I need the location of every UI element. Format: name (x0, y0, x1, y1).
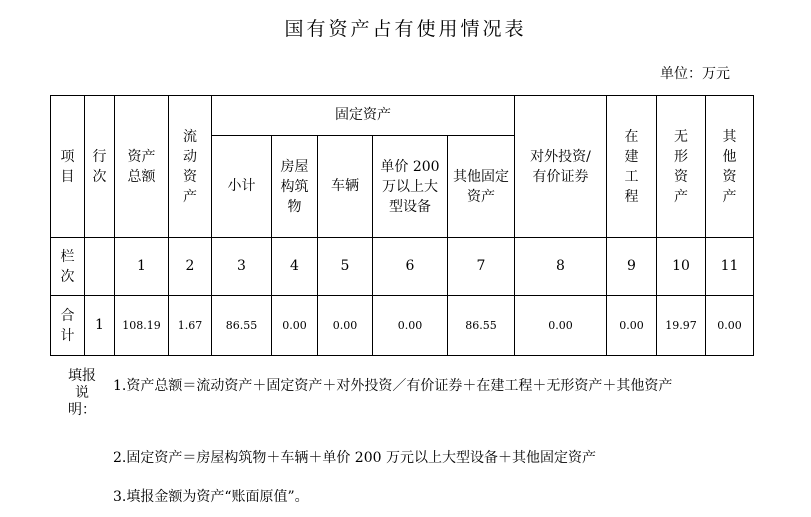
note-item: 3.填报金额为资产“账面原值”。 (113, 489, 309, 505)
header-item: 项目 (51, 96, 85, 238)
note-item: 2.固定资产＝房屋构筑物＋车辆＋单价 200 万元以上大型设备＋其他固定资产 (113, 450, 596, 466)
total-cell: 0.00 (706, 296, 754, 356)
total-cell: 0.00 (607, 296, 657, 356)
header-total-assets: 资产总额 (115, 96, 169, 238)
header-investments: 对外投资/有价证券 (515, 96, 607, 238)
total-cell: 86.55 (448, 296, 515, 356)
column-number: 3 (212, 238, 272, 296)
asset-table (50, 95, 754, 356)
page-title: 国有资产占有使用情况表 (284, 18, 527, 40)
total-cell: 0.00 (272, 296, 318, 356)
total-cell: 108.19 (115, 296, 169, 356)
header-large-equipment: 单价 200 万以上大型设备 (373, 136, 448, 238)
column-number: 11 (706, 238, 754, 296)
total-row-no: 1 (85, 296, 115, 356)
total-cell: 0.00 (373, 296, 448, 356)
unit-label: 单位：万元 (660, 66, 730, 82)
column-number: 8 (515, 238, 607, 296)
column-number: 5 (318, 238, 373, 296)
header-vehicles: 车辆 (318, 136, 373, 238)
header-other-fixed: 其他固定资产 (448, 136, 515, 238)
header-fixed-assets: 固定资产 (212, 96, 515, 136)
column-number-row (51, 238, 754, 296)
column-number: 1 (115, 238, 169, 296)
total-row (51, 296, 754, 356)
notes-label: 填报说明： (68, 368, 96, 418)
column-number: 6 (373, 238, 448, 296)
column-number: 2 (169, 238, 212, 296)
total-cell: 86.55 (212, 296, 272, 356)
total-cell: 0.00 (318, 296, 373, 356)
column-number: 9 (607, 238, 657, 296)
total-cell: 1.67 (169, 296, 212, 356)
note-item: 1.资产总额＝流动资产＋固定资产＋对外投资／有价证券＋在建工程＋无形资产＋其他资产 (113, 378, 673, 394)
column-number: 7 (448, 238, 515, 296)
total-row-label: 合计 (51, 296, 85, 356)
header-subtotal: 小计 (212, 136, 272, 238)
header-other-assets: 其他资产 (706, 96, 754, 238)
header-buildings: 房屋构筑物 (272, 136, 318, 238)
column-number: 4 (272, 238, 318, 296)
total-cell: 19.97 (657, 296, 706, 356)
column-row-label: 栏次 (51, 238, 85, 296)
header-intangible: 无形资产 (657, 96, 706, 238)
total-cell: 0.00 (515, 296, 607, 356)
header-current-assets: 流动资产 (169, 96, 212, 238)
header-row-no: 行次 (85, 96, 115, 238)
column-number: 10 (657, 238, 706, 296)
header-construction: 在建工程 (607, 96, 657, 238)
